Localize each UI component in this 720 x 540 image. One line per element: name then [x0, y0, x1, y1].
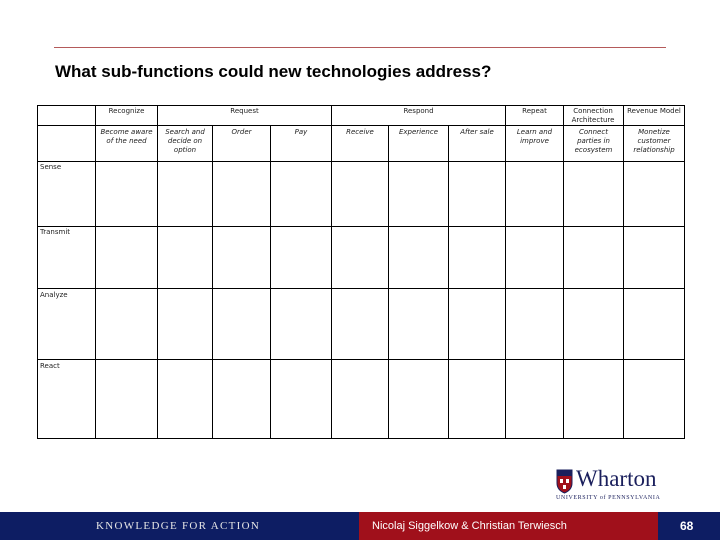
- stage-repeat: Repeat: [522, 107, 547, 115]
- page-number: 68: [680, 519, 694, 533]
- subfunction-connect-parties: Connect parties in ecosystem: [574, 128, 613, 154]
- subfunction-after-sale: After sale: [460, 128, 494, 136]
- subfunction-become-aware: Become aware of the need: [100, 128, 153, 145]
- subfunction-receive: Receive: [346, 128, 374, 136]
- row-label-analyze: Analyze: [40, 291, 68, 299]
- stage-request: Request: [230, 107, 259, 115]
- logo-wordmark: Wharton: [576, 466, 657, 491]
- footer-tagline: KNOWLEDGE FOR ACTION: [96, 520, 261, 532]
- subfunction-monetize: Monetize customer relationship: [633, 128, 675, 154]
- logo-subtitle: UNIVERSITY of PENNSYLVANIA: [556, 495, 661, 501]
- row-label-react: React: [40, 362, 60, 370]
- subfunction-order: Order: [231, 128, 252, 136]
- subfunction-search-decide: Search and decide on option: [165, 128, 205, 154]
- footer-authors: Nicolaj Siggelkow & Christian Terwiesch: [372, 520, 567, 532]
- wharton-logo: [556, 466, 670, 503]
- subfunction-pay: Pay: [294, 128, 308, 136]
- subfunction-learn-improve: Learn and improve: [516, 128, 553, 145]
- row-label-transmit: Transmit: [40, 228, 71, 236]
- stage-respond: Respond: [403, 107, 434, 115]
- subfunction-experience: Experience: [398, 128, 439, 136]
- stage-connection-architecture: Connection Architecture: [571, 107, 615, 124]
- stage-recognize: Recognize: [108, 107, 145, 115]
- row-label-sense: Sense: [40, 163, 62, 171]
- slide-title: What sub-functions could new technologies address?: [55, 62, 492, 81]
- stage-revenue-model: Revenue Model: [627, 107, 681, 115]
- shield-icon: [556, 469, 573, 494]
